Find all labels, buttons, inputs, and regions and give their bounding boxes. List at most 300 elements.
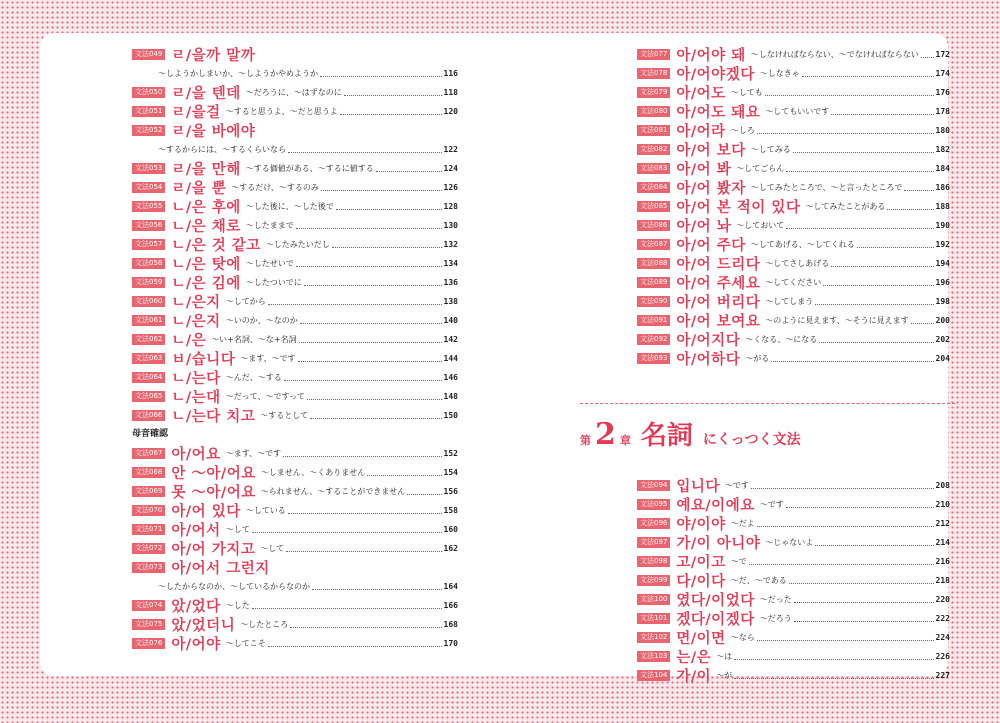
dot-leader	[367, 475, 441, 476]
grammar-number-badge: 文法088	[637, 258, 670, 269]
toc-entry[interactable]	[132, 45, 458, 64]
korean-grammar: 았/었더니	[171, 618, 236, 634]
toc-entry[interactable]	[132, 539, 458, 558]
japanese-meaning: ～しなきゃ	[759, 69, 800, 78]
chapter-title	[580, 415, 801, 452]
toc-entry[interactable]	[132, 292, 458, 311]
korean-grammar: 가/이 아니야	[676, 536, 761, 552]
page-number: 178	[935, 107, 950, 116]
japanese-meaning: ～するだけ、～するのみ	[231, 183, 319, 192]
japanese-meaning: ～すると思うよ、～だと思うよ	[225, 107, 338, 116]
japanese-meaning: ～だろうに、～はずなのに	[245, 88, 342, 97]
grammar-number-badge: 文法091	[637, 315, 670, 326]
grammar-number-badge: 文法092	[637, 334, 670, 345]
toc-entry[interactable]	[637, 140, 950, 159]
toc-entry[interactable]	[132, 159, 458, 178]
page-number: 136	[443, 278, 458, 287]
korean-grammar: 야/이야	[676, 517, 726, 533]
korean-grammar: 아/어야 돼	[676, 48, 746, 64]
grammar-number-badge: 文法054	[132, 182, 165, 193]
grammar-number-badge: 文法086	[637, 220, 670, 231]
grammar-number-badge: 文法100	[637, 594, 670, 605]
japanese-meaning: ～する価値がある、～するに値する	[245, 164, 374, 173]
japanese-meaning: ～してこそ	[225, 639, 266, 648]
grammar-number-badge: 文法087	[637, 239, 670, 250]
japanese-meaning: ～してしまう	[765, 297, 814, 306]
grammar-number-badge: 文法077	[637, 49, 670, 60]
japanese-meaning: ～してみる	[750, 145, 791, 154]
page-number: 184	[935, 164, 950, 173]
grammar-number-badge: 文法063	[132, 353, 165, 364]
chapter-prefix: 第	[580, 434, 591, 447]
dot-leader	[823, 285, 933, 286]
toc-entry[interactable]	[132, 235, 458, 254]
page-number: 174	[935, 69, 950, 78]
dot-leader	[336, 209, 442, 210]
korean-grammar: 아/어 본 적이 있다	[676, 200, 801, 216]
japanese-meaning: ～してもいいです	[765, 107, 830, 116]
japanese-meaning: ～した後に、～した後で	[245, 202, 334, 211]
korean-grammar: 아/어라	[676, 124, 726, 140]
korean-grammar: 는/은	[676, 650, 712, 666]
japanese-meaning: ～したからなのか、～しているからなのか	[158, 582, 310, 591]
page-number: 160	[443, 525, 458, 534]
dot-leader	[751, 488, 934, 489]
page-number: 134	[443, 259, 458, 268]
dot-leader	[252, 532, 442, 533]
toc-entry[interactable]	[637, 83, 950, 102]
dot-leader	[283, 456, 441, 457]
page-number: 154	[443, 468, 458, 477]
korean-grammar: 겠다/이겠다	[676, 612, 755, 628]
grammar-number-badge: 文法061	[132, 315, 165, 326]
japanese-meaning: ～している	[245, 506, 286, 515]
page-number: 214	[935, 538, 950, 547]
toc-entry[interactable]	[637, 552, 950, 571]
japanese-meaning: ～してさしあげる	[765, 259, 830, 268]
toc-entry[interactable]	[637, 349, 950, 368]
toc-entry[interactable]	[637, 311, 950, 330]
dot-leader	[831, 114, 933, 115]
japanese-meaning: ～したままで	[245, 221, 294, 230]
page-number: 116	[443, 69, 458, 78]
japanese-meaning: ～のように見えます、～そうに見えます	[765, 316, 909, 325]
japanese-meaning: ～しても	[730, 88, 763, 97]
japanese-meaning: ～だって、～ですって	[225, 392, 306, 401]
toc-entry[interactable]	[637, 45, 950, 64]
dot-leader	[310, 418, 441, 419]
dot-leader	[789, 583, 934, 584]
korean-grammar: ㄴ/는대	[171, 390, 221, 406]
korean-grammar: 아/어요	[171, 447, 221, 463]
page-number: 198	[935, 297, 950, 306]
grammar-number-badge: 文法069	[132, 486, 165, 497]
korean-grammar: 아/어 보여요	[676, 314, 761, 330]
dot-leader	[786, 171, 933, 172]
toc-entry[interactable]	[132, 482, 458, 501]
grammar-number-badge: 文法059	[132, 277, 165, 288]
page-number: 144	[443, 354, 458, 363]
page-number: 180	[935, 126, 950, 135]
grammar-number-badge: 文法081	[637, 125, 670, 136]
korean-grammar: 아/어도	[676, 86, 726, 102]
japanese-meaning: ～したところ	[240, 620, 289, 629]
dot-leader	[802, 76, 934, 77]
korean-grammar: 아/어 드리다	[676, 257, 761, 273]
japanese-meaning: ～い+名詞、～な+名詞	[211, 335, 297, 344]
page-number: 216	[935, 557, 950, 566]
grammar-number-badge: 文法049	[132, 49, 165, 60]
toc-entry[interactable]	[637, 254, 950, 273]
dot-leader	[340, 114, 442, 115]
grammar-number-badge: 文法055	[132, 201, 165, 212]
page-number: 210	[935, 500, 950, 509]
japanese-meaning: ～いのか、～なのか	[225, 316, 298, 325]
dot-leader	[304, 285, 442, 286]
toc-entry[interactable]	[637, 647, 950, 666]
dot-leader	[904, 190, 933, 191]
toc-entry[interactable]	[132, 444, 458, 463]
dot-leader	[320, 76, 442, 77]
page-number: 142	[443, 335, 458, 344]
grammar-number-badge: 文法056	[132, 220, 165, 231]
dot-leader	[757, 133, 934, 134]
page-number: 218	[935, 576, 950, 585]
japanese-meaning: ～しろ	[730, 126, 755, 135]
dot-leader	[786, 228, 933, 229]
grammar-number-badge: 文法101	[637, 613, 670, 624]
page-number: 120	[443, 107, 458, 116]
toc-entry[interactable]	[637, 197, 950, 216]
toc-entry[interactable]	[132, 197, 458, 216]
dot-leader	[819, 342, 933, 343]
grammar-number-badge: 文法085	[637, 201, 670, 212]
toc-entry[interactable]	[132, 463, 458, 482]
japanese-meaning: ～するとして	[260, 411, 309, 420]
korean-grammar: 아/어야겠다	[676, 67, 755, 83]
dot-leader	[288, 152, 442, 153]
japanese-meaning: ～で	[730, 557, 747, 566]
japanese-meaning: ～するからには、～するくらいなら	[158, 145, 286, 154]
dot-leader	[794, 602, 934, 603]
korean-grammar: 아/어지다	[676, 333, 741, 349]
toc-entry[interactable]	[637, 216, 950, 235]
korean-grammar: ㅂ/습니다	[171, 352, 236, 368]
page-number: 166	[443, 601, 458, 610]
korean-grammar: ㄴ/은지	[171, 314, 221, 330]
korean-grammar: ㄴ/은 탓에	[171, 257, 241, 273]
page-number: 192	[935, 240, 950, 249]
page-number: 196	[935, 278, 950, 287]
grammar-number-badge: 文法062	[132, 334, 165, 345]
japanese-meaning: ～しようかしまいか、～しようかやめようか	[158, 69, 318, 78]
toc-entry[interactable]	[637, 121, 950, 140]
dot-leader	[794, 621, 934, 622]
dot-leader	[299, 342, 442, 343]
japanese-meaning: ～してください	[765, 278, 822, 287]
korean-grammar: 아/어 있다	[171, 504, 241, 520]
grammar-number-badge: 文法070	[132, 505, 165, 516]
korean-grammar: ㄴ/은 후에	[171, 200, 241, 216]
toc-right-column-chapter2	[637, 476, 950, 685]
page-number: 188	[935, 202, 950, 211]
japanese-meaning: ～したついでに	[245, 278, 302, 287]
grammar-number-badge: 文法052	[132, 125, 165, 136]
korean-grammar: ㄴ/은 김에	[171, 276, 241, 292]
grammar-number-badge: 文法098	[637, 556, 670, 567]
grammar-number-badge: 文法082	[637, 144, 670, 155]
toc-entry[interactable]	[637, 571, 950, 590]
toc-entry[interactable]	[132, 83, 458, 102]
japanese-meaning: ～です	[759, 500, 784, 509]
korean-grammar: 였다/이었다	[676, 593, 755, 609]
japanese-meaning: ～じゃないよ	[765, 538, 814, 547]
grammar-number-badge: 文法075	[132, 619, 165, 630]
grammar-number-badge: 文法099	[637, 575, 670, 586]
page-number: 172	[935, 50, 950, 59]
toc-entry[interactable]	[132, 102, 458, 121]
dot-leader	[286, 551, 441, 552]
grammar-number-badge: 文法073	[132, 562, 165, 573]
korean-grammar: 아/어 주세요	[676, 276, 761, 292]
japanese-meaning: ～してごらん	[736, 164, 785, 173]
grammar-number-badge: 文法079	[637, 87, 670, 98]
dot-leader	[344, 95, 442, 96]
korean-grammar: ㄹ/을걸	[171, 105, 221, 121]
toc-left-column	[132, 45, 458, 653]
korean-grammar: ㄴ/는다	[171, 371, 221, 387]
japanese-meaning: ～だった	[759, 595, 792, 604]
grammar-number-badge: 文法102	[637, 632, 670, 643]
page-number: 126	[443, 183, 458, 192]
japanese-meaning: ～して	[260, 544, 285, 553]
toc-entry[interactable]	[637, 159, 950, 178]
toc-entry[interactable]	[132, 254, 458, 273]
korean-grammar: 아/어 보다	[676, 143, 746, 159]
toc-entry[interactable]	[637, 590, 950, 609]
dot-leader	[296, 228, 442, 229]
page-number: 164	[443, 582, 458, 591]
dot-leader	[312, 589, 442, 590]
toc-entry[interactable]	[132, 558, 458, 577]
toc-entry[interactable]	[637, 628, 950, 647]
grammar-number-badge: 文法095	[637, 499, 670, 510]
japanese-meaning: ～が	[716, 671, 733, 680]
dot-leader	[298, 361, 442, 362]
grammar-number-badge: 文法072	[132, 543, 165, 554]
toc-entry[interactable]	[132, 501, 458, 520]
korean-grammar: ㄹ/을 만해	[171, 162, 241, 178]
toc-entry[interactable]	[132, 634, 458, 653]
korean-grammar: 면/이면	[676, 631, 726, 647]
japanese-meaning: ～んだ、～する	[225, 373, 282, 382]
japanese-meaning: ～して	[225, 525, 250, 534]
toc-entry[interactable]	[637, 235, 950, 254]
dot-leader	[268, 646, 442, 647]
dot-leader	[407, 494, 441, 495]
grammar-number-badge: 文法071	[132, 524, 165, 535]
japanese-meaning: ～だろう	[759, 614, 792, 623]
toc-entry[interactable]	[637, 292, 950, 311]
page-number: 202	[935, 335, 950, 344]
dot-leader	[765, 95, 934, 96]
toc-entry[interactable]	[637, 330, 950, 349]
grammar-number-badge: 文法097	[637, 537, 670, 548]
grammar-number-badge: 文法096	[637, 518, 670, 529]
page-number: 124	[443, 164, 458, 173]
page-number: 118	[443, 88, 458, 97]
grammar-number-badge: 文法058	[132, 258, 165, 269]
korean-grammar: ㄴ/은	[171, 333, 207, 349]
dot-leader	[300, 323, 442, 324]
toc-entry[interactable]	[132, 178, 458, 197]
dot-leader	[290, 627, 441, 628]
grammar-number-badge: 文法094	[637, 480, 670, 491]
page-number: 204	[935, 354, 950, 363]
grammar-number-badge: 文法068	[132, 467, 165, 478]
toc-entry[interactable]	[132, 311, 458, 330]
toc-entry[interactable]	[637, 476, 950, 495]
japanese-meaning: ～したせいで	[245, 259, 294, 268]
page-number: 227	[935, 671, 950, 680]
toc-entry-continuation[interactable]	[132, 140, 458, 159]
dot-leader	[757, 640, 934, 641]
dot-leader	[815, 304, 933, 305]
korean-grammar: 아/어 가지고	[171, 542, 256, 558]
page-number: 156	[443, 487, 458, 496]
page-number: 186	[935, 183, 950, 192]
page-number: 224	[935, 633, 950, 642]
page-number: 162	[443, 544, 458, 553]
japanese-meaning: ～ます、～です	[240, 354, 296, 363]
japanese-meaning: ～しておいて	[736, 221, 785, 230]
dot-leader	[857, 247, 934, 248]
toc-entry[interactable]	[637, 64, 950, 83]
japanese-meaning: ～られません、～することができません	[260, 487, 406, 496]
korean-grammar: ㄹ/을 뿐	[171, 181, 227, 197]
grammar-number-badge: 文法083	[637, 163, 670, 174]
toc-entry[interactable]	[132, 121, 458, 140]
korean-grammar: ㄹ/을까 말까	[171, 48, 256, 64]
korean-grammar: 아/어 봤자	[676, 181, 746, 197]
korean-grammar: 아/어하다	[676, 352, 741, 368]
toc-entry[interactable]	[637, 514, 950, 533]
page-number: 208	[935, 481, 950, 490]
chapter-suffix: 章	[619, 434, 631, 447]
korean-grammar: ㄴ/는다 치고	[171, 409, 256, 425]
grammar-number-badge: 文法090	[637, 296, 670, 307]
japanese-meaning: ～ます、～です	[225, 449, 282, 458]
toc-entry[interactable]	[132, 330, 458, 349]
toc-page-spread	[40, 33, 950, 685]
korean-grammar: 아/어 놔	[676, 219, 732, 235]
toc-entry[interactable]	[132, 216, 458, 235]
japanese-meaning: ～は	[716, 652, 733, 661]
grammar-number-badge: 文法067	[132, 448, 165, 459]
korean-grammar: 아/어 주다	[676, 238, 746, 254]
grammar-number-badge: 文法103	[637, 651, 670, 662]
korean-grammar: 못 ～아/어요	[171, 485, 256, 501]
toc-entry[interactable]	[637, 178, 950, 197]
dot-leader	[376, 171, 442, 172]
page-number: 130	[443, 221, 458, 230]
japanese-meaning: ～してみたことがある	[805, 202, 886, 211]
page-number: 140	[443, 316, 458, 325]
grammar-number-badge: 文法104	[637, 670, 670, 681]
page-number: 170	[443, 639, 458, 648]
dot-leader	[332, 247, 442, 248]
toc-entry[interactable]	[132, 406, 458, 425]
dot-leader	[815, 545, 933, 546]
page-number: 158	[443, 506, 458, 515]
toc-entry[interactable]	[132, 615, 458, 634]
page-number: 200	[935, 316, 950, 325]
toc-entry[interactable]	[132, 273, 458, 292]
korean-grammar: 입니다	[676, 479, 720, 495]
japanese-meaning: ～です	[724, 481, 749, 490]
chapter-main-title: 名詞	[640, 421, 693, 451]
korean-grammar: ㄹ/을 텐데	[171, 86, 241, 102]
japanese-meaning: ～しません、～くありません	[260, 468, 366, 477]
dot-leader	[734, 659, 933, 660]
toc-entry[interactable]	[132, 596, 458, 615]
toc-entry[interactable]	[637, 273, 950, 292]
chapter-subtitle: にくっつく文法	[702, 432, 801, 448]
grammar-number-badge: 文法076	[132, 638, 165, 649]
japanese-meaning: ～なら	[730, 633, 755, 642]
toc-entry[interactable]	[637, 495, 950, 514]
page-number: 222	[935, 614, 950, 623]
page-number: 226	[935, 652, 950, 661]
korean-grammar: 다/이다	[676, 574, 726, 590]
page-number: 182	[935, 145, 950, 154]
dot-leader	[268, 304, 442, 305]
toc-entry[interactable]	[132, 349, 458, 368]
grammar-number-badge: 文法066	[132, 410, 165, 421]
japanese-meaning: ～がる	[745, 354, 770, 363]
dot-leader	[749, 564, 934, 565]
grammar-number-badge: 文法089	[637, 277, 670, 288]
dot-leader	[771, 361, 933, 362]
japanese-meaning: ～してあげる、～してくれる	[750, 240, 855, 249]
dot-leader	[321, 190, 442, 191]
dot-leader	[831, 266, 933, 267]
page-number: 190	[935, 221, 950, 230]
page-number: 128	[443, 202, 458, 211]
grammar-number-badge: 文法078	[637, 68, 670, 79]
japanese-meaning: ～した	[225, 601, 250, 610]
toc-entry-continuation[interactable]	[132, 64, 458, 83]
korean-grammar: ㄴ/은 것 같고	[171, 238, 261, 254]
grammar-number-badge: 文法050	[132, 87, 165, 98]
grammar-number-badge: 文法064	[132, 372, 165, 383]
page-number: 152	[443, 449, 458, 458]
toc-entry[interactable]	[637, 609, 950, 628]
japanese-meaning: ～しなければならない、～でなければならない	[750, 50, 919, 59]
toc-entry-continuation[interactable]	[132, 577, 458, 596]
korean-grammar: ㄴ/은지	[171, 295, 221, 311]
japanese-meaning: ～したみたいだし	[265, 240, 330, 249]
toc-entry[interactable]	[637, 533, 950, 552]
toc-entry[interactable]	[637, 102, 950, 121]
toc-entry[interactable]	[637, 666, 950, 685]
toc-entry[interactable]	[132, 368, 458, 387]
dot-leader	[734, 678, 933, 679]
toc-entry[interactable]	[132, 387, 458, 406]
page-number: 220	[935, 595, 950, 604]
page-number: 150	[443, 411, 458, 420]
toc-entry[interactable]	[132, 520, 458, 539]
